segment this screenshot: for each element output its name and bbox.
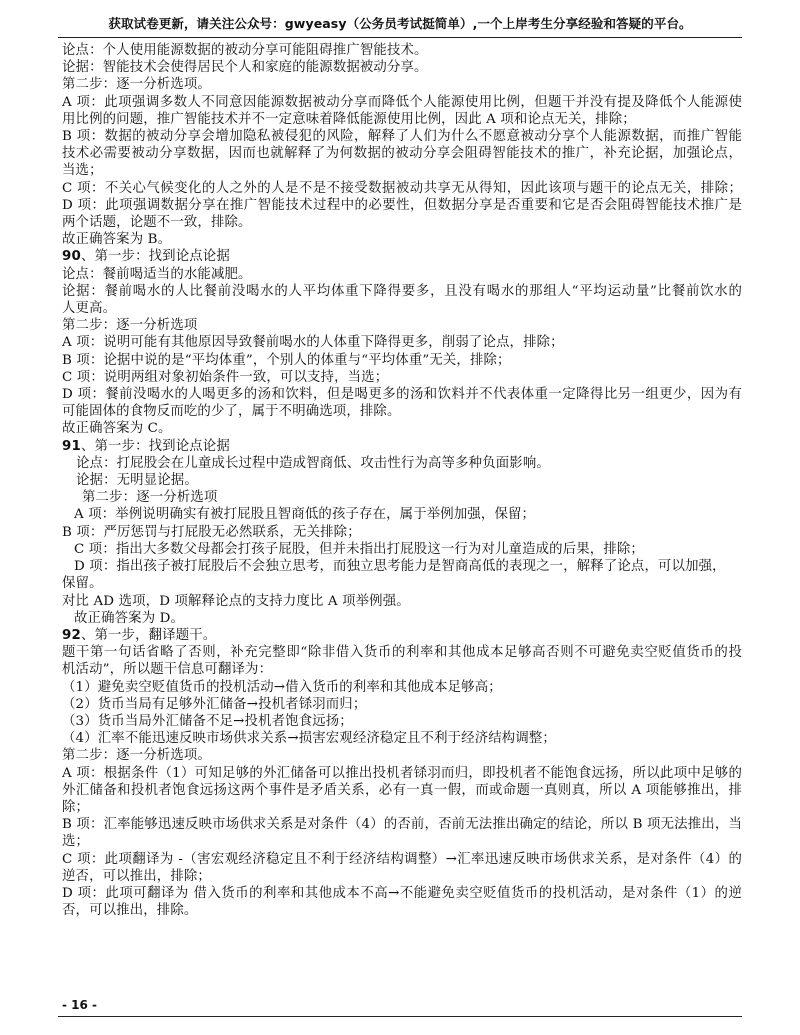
line-text: 故正确答案为 B。: [62, 232, 172, 248]
text-line: [62, 799, 742, 816]
text-line: [62, 782, 742, 799]
line-text: 机活动”，所以题干信息可翻译为：: [62, 662, 273, 678]
line-text: A 项：说明可能有其他原因导致餐前喝水的人体重下降得更多，削弱了论点，排除；: [62, 335, 564, 351]
line-text: 保留。: [62, 576, 103, 592]
text-line: [62, 661, 742, 678]
line-text: 论点：打屁股会在儿童成长过程中造成智商低、攻击性行为高等多种负面影响。: [76, 455, 550, 471]
text-line: [62, 111, 742, 128]
text-line: [62, 885, 742, 902]
text-line: [62, 76, 742, 93]
line-text: C 项：指出大多数父母都会打孩子屁股，但并未指出打屁股这一行为对儿童造成的后果，排除；: [74, 541, 644, 557]
text-line: [62, 833, 742, 850]
line-text: 论据：智能技术会使得居民个人和家庭的能源数据被动分享。: [62, 60, 428, 76]
line-text: 故正确答案为 D。: [74, 610, 185, 626]
line-text: A 项：举例说明确实有被打屁股且智商低的孩子存在，属于举例加强，保留；: [74, 507, 536, 523]
text-line: [62, 627, 742, 644]
text-line: [62, 558, 742, 575]
text-line: [62, 524, 742, 541]
text-line: [62, 300, 742, 317]
line-text: 技术必需要被动分享数据，因而也就解释了为何数据的被动分享会阻碍智能技术的推广，补充论据，加强论点，: [62, 146, 742, 162]
line-text: B 项：汇率能够迅速反映市场供求关系是对条件（4）的否前，否前无法推出确定的结论，所以 B 项无法推出，当: [62, 817, 742, 833]
text-line: [62, 593, 742, 610]
text-line: [62, 713, 742, 730]
line-text: 第二步：逐一分析选项。: [62, 748, 211, 764]
line-text: 除；: [62, 799, 90, 815]
line-text: 论点：个人使用能源数据的被动分享可能阻碍推广智能技术。: [62, 43, 428, 58]
line-text: 逆否，可以推出，排除；: [62, 868, 211, 884]
text-line: [62, 42, 742, 59]
line-text: D 项：此项可翻译为 借入货币的利率和其他成本不高→不能避免卖空贬值货币的投机活动，是对条件（1）的逆: [62, 885, 742, 901]
text-line: [62, 334, 742, 351]
text-line: [62, 765, 742, 782]
text-line: [62, 128, 742, 145]
line-text: 论点：餐前喝适当的水能减肥。: [62, 266, 252, 282]
line-text: A 项：此项强调多数人不同意因能源数据被动分享而降低个人能源使用比例，但题干并没有提及降低个人能源使: [62, 94, 742, 110]
line-text: 论据：餐前喝水的人比餐前没喝水的人平均体重下降得要多，且没有喝水的那组人“平均运动量”比餐前饮水的: [62, 283, 742, 299]
line-text: （3）货币当局外汇储备不足→投机者饱食远扬；: [62, 713, 353, 729]
line-text: 两个话题，论题不一致，排除。: [62, 215, 252, 231]
line-text: 故正确答案为 C。: [62, 421, 172, 437]
text-line: [62, 575, 742, 592]
text-line: [62, 180, 742, 197]
text-line: [62, 747, 742, 764]
line-text: 选；: [62, 834, 90, 850]
text-line: [62, 438, 742, 455]
text-line: [62, 851, 742, 868]
text-line: [62, 352, 742, 369]
document-body: [62, 42, 742, 919]
text-line: [62, 94, 742, 111]
line-text: （2）货币当局有足够外汇储备→投机者铩羽而归；: [62, 696, 367, 712]
line-text: C 项：不关心气候变化的人之外的人是不是不接受数据被动共享无从得知，因此该项与题干的论点无关，排除；: [62, 180, 742, 196]
line-text: 第二步：逐一分析选项: [82, 490, 218, 506]
line-text: 用比例的问题，推广智能技术并不一定意味着降低能源使用比例，因此 A 项和论点无关，排除；: [62, 111, 636, 127]
text-line: [62, 162, 742, 179]
footer-rule: [58, 1016, 742, 1017]
page-header: 获取试卷更新，请关注公众号：gwyeasy（公务员考试挺简单）,一个上岸考生分享经验和答疑的平台。: [108, 16, 692, 31]
text-line: [62, 455, 742, 472]
header-rule: [58, 37, 742, 38]
line-text: 否，可以推出，排除。: [62, 903, 198, 919]
text-line: [62, 506, 742, 523]
text-line: [62, 214, 742, 231]
text-line: [62, 283, 742, 300]
text-line: [62, 644, 742, 661]
text-line: [62, 266, 742, 283]
text-line: [62, 868, 742, 885]
text-line: [62, 489, 742, 506]
line-text: 、第一步：找到论点论据: [80, 249, 230, 265]
line-text: 对比 AD 选项，D 项解释论点的支持力度比 A 项举例强。: [62, 593, 410, 609]
line-text: 当选；: [62, 163, 103, 179]
text-line: [62, 59, 742, 76]
line-text: C 项：此项翻译为 -（害宏观经济稳定且不利于经济结构调整）→汇率迅速反映市场供求关系，是对条件（4）的: [62, 851, 742, 867]
text-line: [62, 902, 742, 919]
line-text: 外汇储备和投机者饱食远扬这两个事件是矛盾关系，必有一真一假，而或命题一真则真，所以 A 项能够推出，排: [62, 782, 742, 798]
text-line: [62, 197, 742, 214]
text-line: [62, 816, 742, 833]
question-number: 90: [62, 249, 81, 265]
text-line: [62, 730, 742, 747]
line-text: D 项：指出孩子被打屁股后不会独立思考，而独立思考能力是智商高低的表现之一，解释了论点，可以加强，: [74, 559, 726, 575]
line-text: C 项：说明两组对象初始条件一致，可以支持，当选；: [62, 369, 389, 385]
text-line: [62, 679, 742, 696]
line-text: 可能固体的食物反而吃的少了，属于不明确选项，排除。: [62, 404, 401, 420]
line-text: B 项：严厉惩罚与打屁股无必然联系，无关排除；: [62, 524, 361, 540]
text-line: [62, 231, 742, 248]
line-text: B 项：数据的被动分享会增加隐私被侵犯的风险，解释了人们为什么不愿意被动分享个人能源数据，而推广智能: [62, 129, 742, 145]
line-text: 第二步：逐一分析选项: [62, 318, 198, 334]
line-text: D 项：此项强调数据分享在推广智能技术过程中的必要性，但数据分享是否重要和它是否会阻碍智能技术推广是: [62, 197, 742, 213]
line-text: （4）汇率不能迅速反映市场供求关系→损害宏观经济稳定且不利于经济结构调整；: [62, 731, 556, 747]
page-number: - 16 -: [62, 998, 98, 1012]
line-text: 、第一步，翻译题干。: [80, 627, 217, 643]
text-line: [62, 403, 742, 420]
text-line: [62, 317, 742, 334]
line-text: （1）避免卖空贬值货币的投机活动→借入货币的利率和其他成本足够高；: [62, 679, 502, 695]
text-line: [62, 541, 742, 558]
text-line: [62, 145, 742, 162]
line-text: B 项：论据中说的是“平均体重”，个别人的体重与“平均体重”无关，排除；: [62, 352, 511, 368]
line-text: 、第一步：找到论点论据: [80, 438, 230, 454]
line-text: D 项：餐前没喝水的人喝更多的汤和饮料，但是喝更多的汤和饮料并不代表体重一定降得比另一组更少，因为有: [62, 387, 742, 403]
text-line: [62, 386, 742, 403]
text-line: [62, 472, 742, 489]
text-line: [62, 248, 742, 265]
line-text: 题干第一句话省略了否则，补充完整即“除非借入货币的利率和其他成本足够高否则不可避免卖空贬值货币的投: [62, 645, 742, 661]
question-number: 92: [62, 627, 81, 643]
line-text: 论据：无明显论据。: [76, 473, 198, 489]
text-line: [62, 420, 742, 437]
line-text: 第二步：逐一分析选项。: [62, 77, 211, 93]
text-line: [62, 369, 742, 386]
text-line: [62, 610, 742, 627]
question-number: 91: [62, 438, 81, 454]
text-line: [62, 696, 742, 713]
line-text: 人更高。: [62, 301, 117, 317]
line-text: A 项：根据条件（1）可知足够的外汇储备可以推出投机者铩羽而归，即投机者不能饱食远扬，所以此项中足够的: [62, 765, 742, 781]
